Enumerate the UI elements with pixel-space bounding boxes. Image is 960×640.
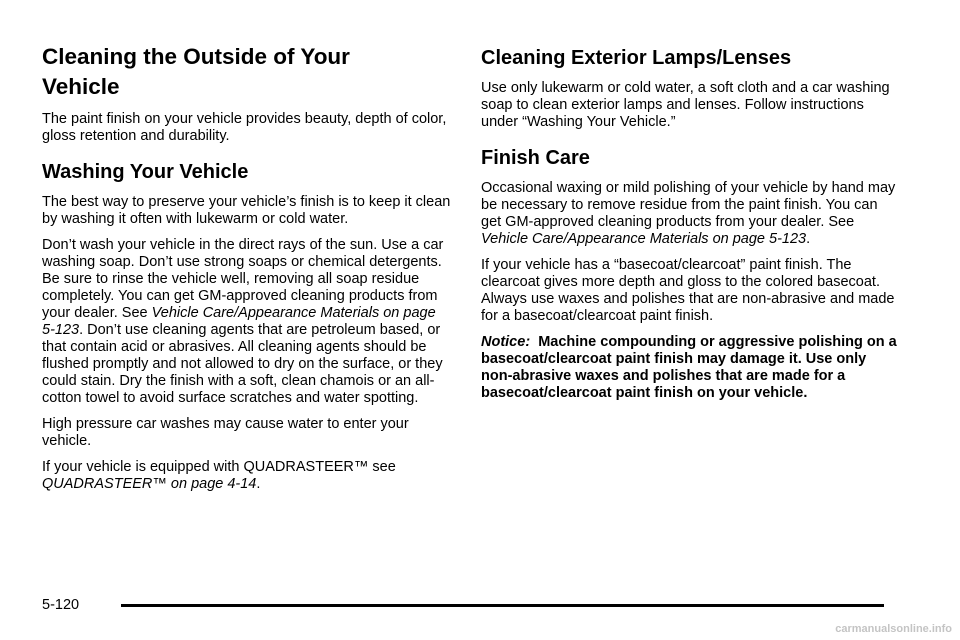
watermark: carmanualsonline.info <box>835 623 952 635</box>
page-number: 5-120 <box>42 597 80 613</box>
section-title <box>42 42 452 102</box>
notice-text: Machine compounding or aggressive polishing on a basecoat/clearcoat paint finish may damage it. Use only non-abrasive waxes and polishes that are made for a basecoat/clearcoat paint finish on your vehicle. <box>481 334 897 401</box>
washing-paragraph-2 <box>42 237 452 407</box>
washing-paragraph-2-text-a: Don’t wash your vehicle in the direct rays of the sun. Use a car washing soap. Don’t use strong soaps or chemical detergents. Be sure to rinse the vehicle well, removing all soap residue completely. You can get GM-approved cleaning products from your dealer. See <box>42 237 444 321</box>
finish-paragraph-2: If your vehicle has a “basecoat/clearcoat” paint finish. The clearcoat gives more depth and gloss to the colored basecoat. Always use waxes and polishes that are non-abrasive and made for a basecoat/clearcoat paint finish. <box>481 257 895 324</box>
washing-paragraph-4-text-b: . <box>256 476 261 492</box>
left-column <box>42 42 452 502</box>
finish-heading: Finish Care <box>481 147 590 169</box>
washing-paragraph-2-reference: Vehicle Care/Appearance Materials on page 5-123 <box>42 305 436 338</box>
right-column <box>481 42 901 411</box>
intro-paragraph: The paint finish on your vehicle provides beauty, depth of color, gloss retention and durability. <box>42 111 447 144</box>
washing-paragraph-3: High pressure car washes may cause water to enter your vehicle. <box>42 416 409 449</box>
finish-paragraph-1-text-b: . <box>806 231 811 247</box>
finish-paragraph-1-reference: Vehicle Care/Appearance Materials on page 5-123 <box>481 231 807 247</box>
washing-paragraph-2-text-b: . Don’t use cleaning agents that are petroleum based, or that contain acid or abrasives. All cleaning agents should be flushed promptly and not allowed to dry on the surface, or they could stain. Dry the finish with a soft, clean chamois or an all-cotton towel to avoid surface scratches and water spotting. <box>42 322 443 406</box>
section-title-line2: Vehicle <box>42 74 120 99</box>
notice-paragraph <box>481 334 901 402</box>
notice-label: Notice: <box>481 334 531 350</box>
washing-paragraph-4 <box>42 459 452 493</box>
washing-paragraph-1: The best way to preserve your vehicle’s finish is to keep it clean by washing it often with lukewarm or cold water. <box>42 194 451 227</box>
lamps-heading: Cleaning Exterior Lamps/Lenses <box>481 47 792 69</box>
finish-paragraph-1-text-a: Occasional waxing or mild polishing of your vehicle by hand may be necessary to remove residue from the paint finish. You can get GM-approved cleaning products from your dealer. See <box>481 180 896 230</box>
washing-heading: Washing Your Vehicle <box>42 161 249 183</box>
lamps-paragraph: Use only lukewarm or cold water, a soft cloth and a car washing soap to clean exterior lamps and lenses. Follow instructions under “Washing Your Vehicle.” <box>481 80 890 130</box>
footer-divider <box>121 604 884 607</box>
washing-paragraph-4-text-a: If your vehicle is equipped with QUADRASTEER™ see <box>42 459 396 475</box>
washing-paragraph-4-reference: QUADRASTEER™ on page 4-14 <box>42 476 257 492</box>
finish-paragraph-1 <box>481 180 901 248</box>
section-title-line1: Cleaning the Outside of Your <box>42 44 350 69</box>
